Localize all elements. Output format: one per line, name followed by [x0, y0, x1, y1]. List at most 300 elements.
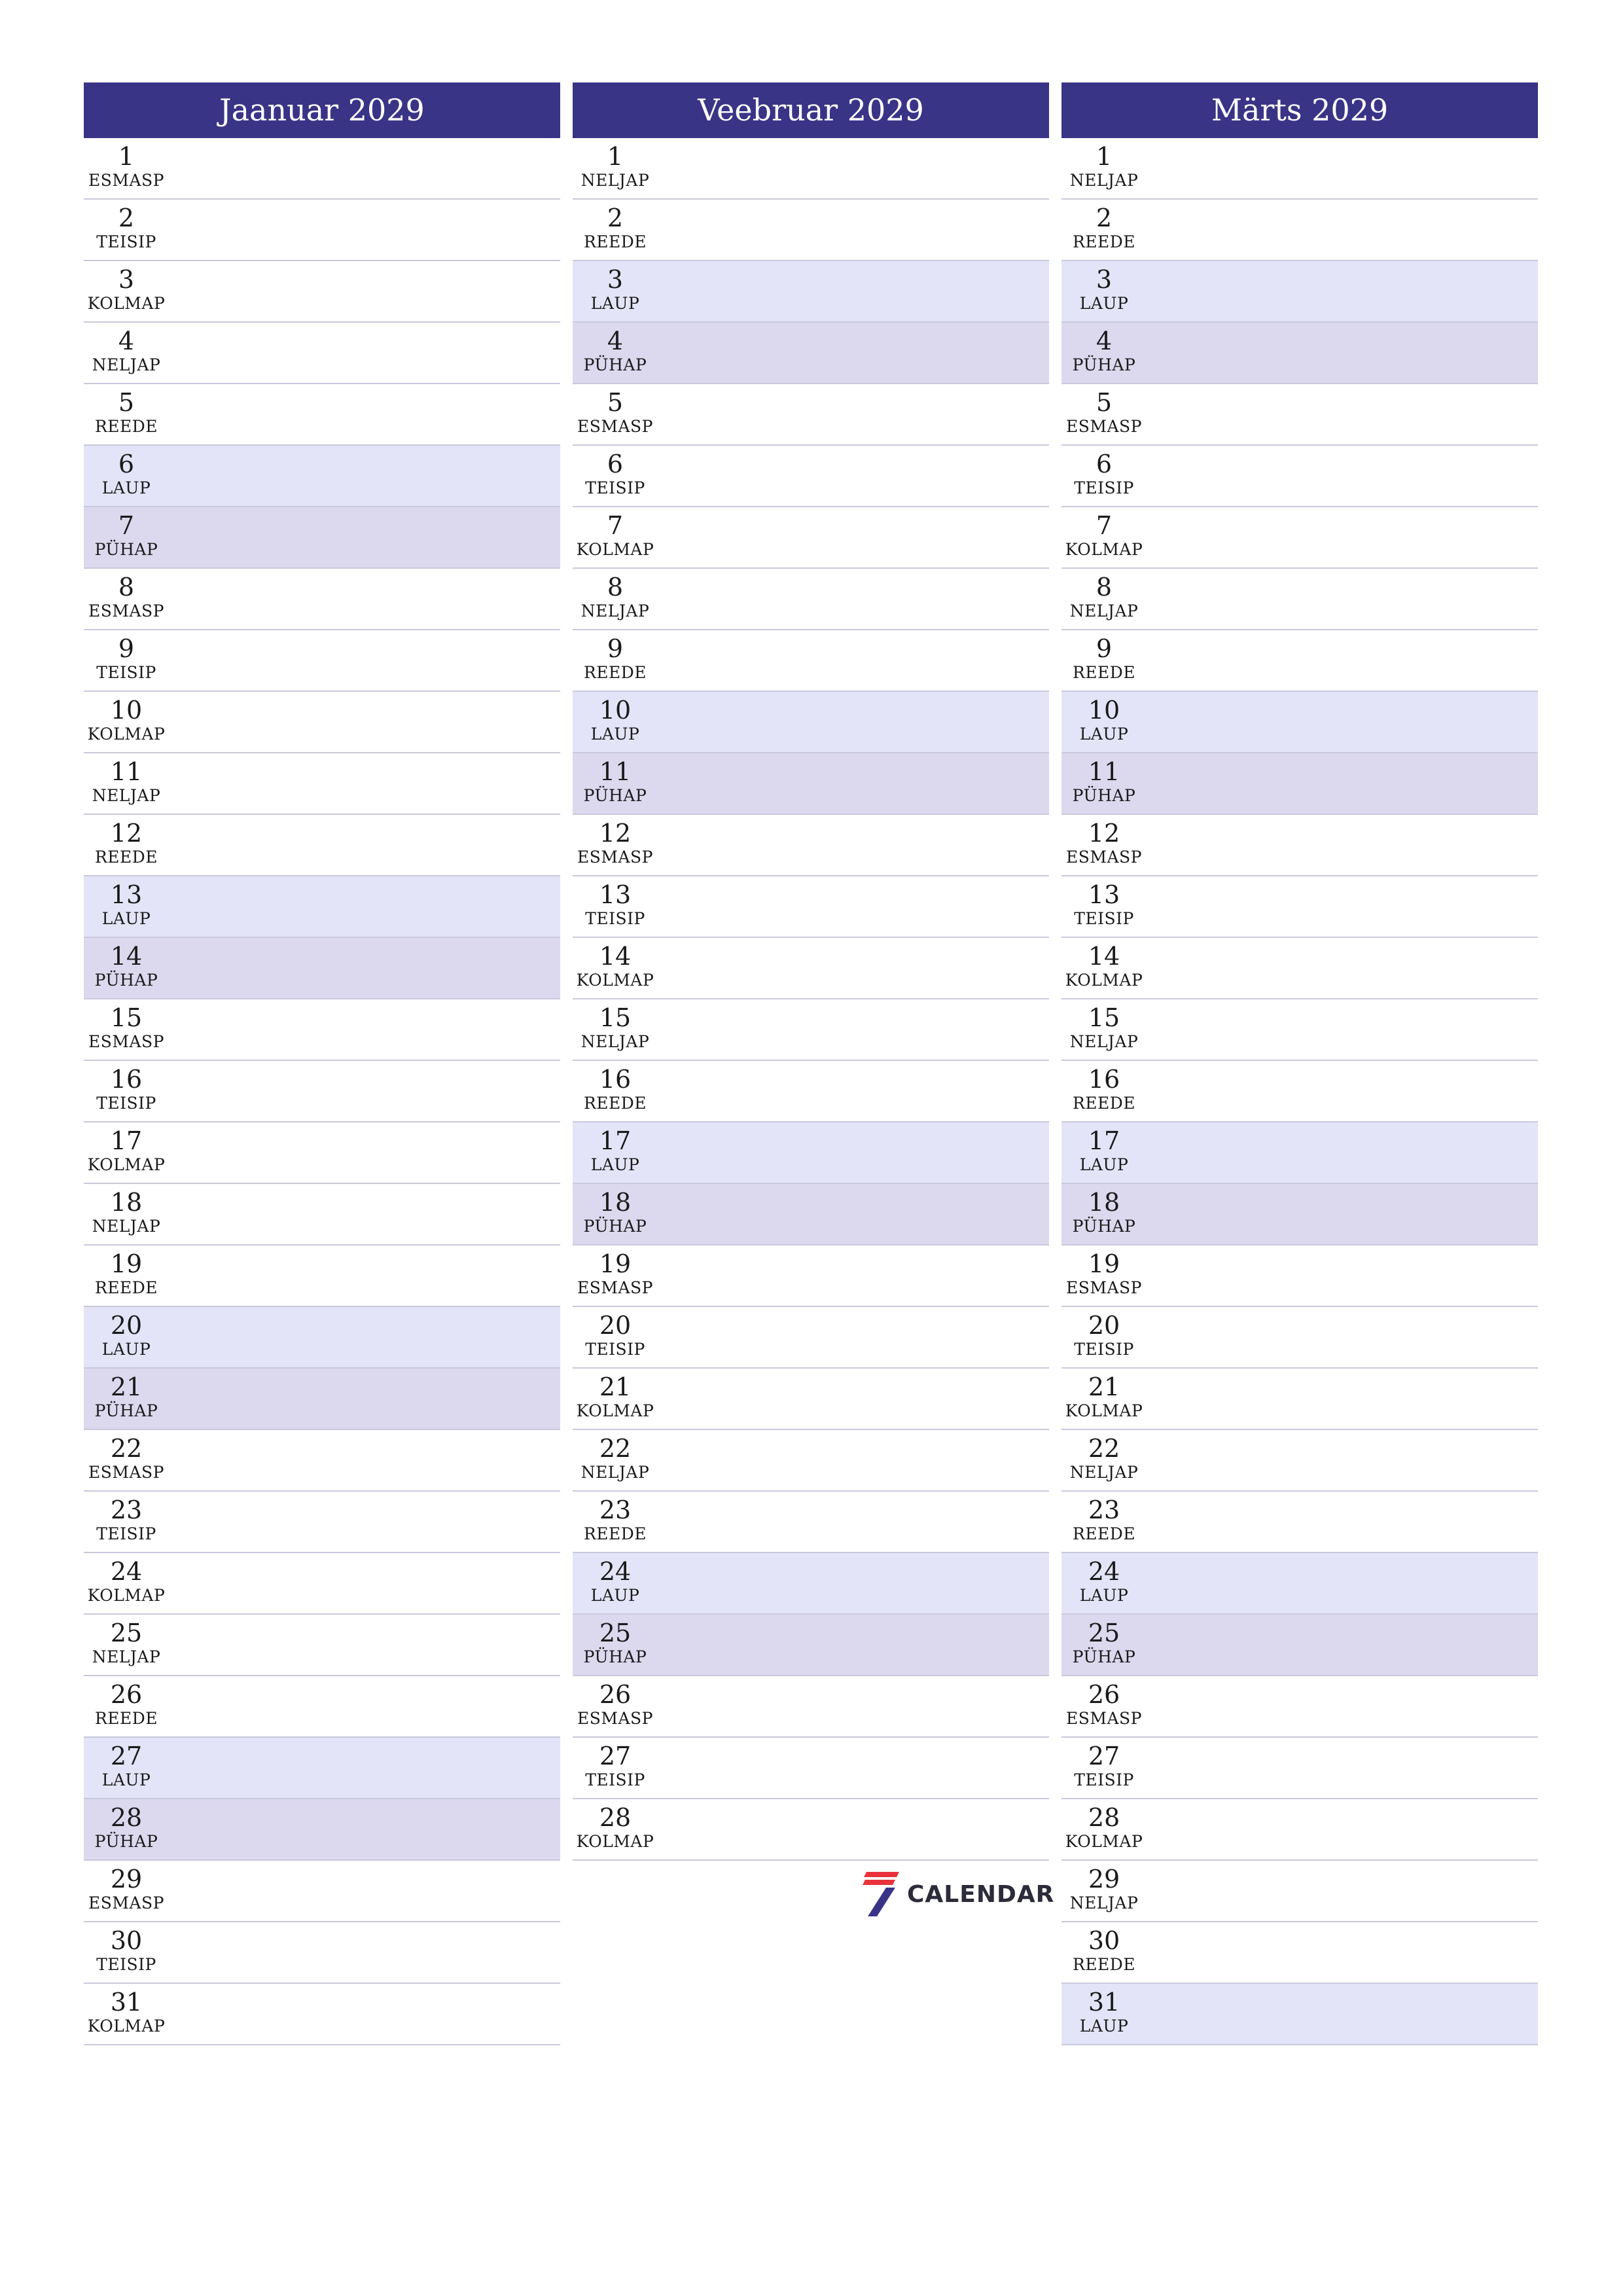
day-cell [84, 1861, 169, 1913]
month-title: Jaanuar 2029 [84, 82, 560, 138]
day-cell [573, 1676, 658, 1729]
day-cell [573, 815, 658, 867]
weekday-label: TEISIP [96, 663, 156, 682]
day-number: 17 [110, 1126, 143, 1155]
weekday-label: LAUP [101, 909, 151, 928]
day-number: 27 [599, 1742, 632, 1770]
day-row[interactable] [573, 569, 1049, 630]
day-row[interactable] [84, 999, 560, 1061]
day-cell [84, 1307, 169, 1359]
day-cell [84, 1122, 169, 1175]
day-row[interactable] [573, 1430, 1049, 1492]
day-number: 13 [1088, 880, 1120, 909]
day-number: 1 [607, 142, 624, 171]
day-cell [84, 1553, 169, 1605]
weekday-label: NELJAP [1069, 1463, 1139, 1482]
weekday-label: PÜHAP [1072, 1647, 1136, 1666]
day-cell [84, 938, 169, 990]
day-row[interactable] [84, 1430, 560, 1492]
day-row[interactable] [573, 938, 1049, 999]
day-row[interactable] [84, 1246, 560, 1307]
day-row[interactable] [84, 1676, 560, 1738]
day-row[interactable] [1061, 1061, 1538, 1122]
day-row[interactable] [84, 1738, 560, 1799]
weekday-label: PÜHAP [583, 355, 647, 374]
weekday-label: PÜHAP [94, 1401, 158, 1420]
day-number: 21 [110, 1372, 143, 1401]
day-cell [1061, 876, 1147, 929]
day-cell [84, 446, 169, 498]
day-cell [573, 692, 658, 744]
day-row[interactable] [1061, 200, 1538, 261]
day-row[interactable] [1061, 138, 1538, 200]
day-number: 28 [599, 1803, 632, 1832]
day-row[interactable] [1061, 569, 1538, 630]
day-number: 16 [1088, 1065, 1120, 1094]
day-cell [573, 569, 658, 621]
day-cell [1061, 1861, 1147, 1913]
day-row[interactable] [573, 1246, 1049, 1307]
weekday-label: REEDE [1072, 663, 1136, 682]
day-cell [84, 1061, 169, 1113]
day-cell [573, 1369, 658, 1421]
day-row[interactable] [84, 1061, 560, 1122]
day-row[interactable] [573, 999, 1049, 1061]
day-number: 17 [1088, 1126, 1120, 1155]
day-row[interactable] [573, 815, 1049, 876]
day-cell [1061, 323, 1147, 375]
weekday-label: KOLMAP [576, 971, 654, 990]
day-number: 19 [599, 1249, 632, 1278]
day-row[interactable] [573, 1799, 1049, 1861]
day-row[interactable] [1061, 630, 1538, 692]
day-row[interactable] [84, 1184, 560, 1246]
day-row[interactable] [84, 1122, 560, 1184]
day-row[interactable] [1061, 1861, 1538, 1922]
day-cell [573, 1061, 658, 1113]
day-row[interactable] [1061, 1676, 1538, 1738]
day-number: 16 [110, 1065, 143, 1094]
weekday-label: TEISIP [1074, 1770, 1134, 1789]
day-number: 20 [1088, 1311, 1120, 1340]
weekday-label: LAUP [1079, 1155, 1129, 1174]
day-row[interactable] [1061, 323, 1538, 384]
day-number: 14 [110, 942, 143, 971]
weekday-label: REEDE [583, 1094, 647, 1113]
day-number: 5 [607, 388, 624, 417]
day-number: 5 [1096, 388, 1113, 417]
day-number: 14 [599, 942, 632, 971]
day-number: 21 [599, 1372, 632, 1401]
day-cell [1061, 1492, 1147, 1544]
day-cell [84, 1676, 169, 1729]
day-number: 4 [118, 327, 135, 355]
day-row[interactable] [1061, 261, 1538, 323]
day-row[interactable] [573, 630, 1049, 692]
weekday-label: PÜHAP [583, 1647, 647, 1666]
day-cell [573, 753, 658, 806]
day-row[interactable] [84, 876, 560, 938]
day-row[interactable] [1061, 1984, 1538, 2045]
day-cell [1061, 569, 1147, 621]
weekday-label: NELJAP [580, 601, 650, 620]
weekday-label: NELJAP [1069, 601, 1139, 620]
day-row[interactable] [573, 1369, 1049, 1430]
weekday-label: ESMASP [577, 417, 653, 436]
day-number: 2 [118, 204, 135, 232]
weekday-label: LAUP [1079, 294, 1129, 313]
day-number: 26 [110, 1680, 143, 1709]
day-cell [1061, 138, 1147, 190]
weekday-label: ESMASP [88, 171, 164, 190]
day-row[interactable] [1061, 384, 1538, 446]
weekday-label: LAUP [590, 1586, 640, 1605]
day-row[interactable] [573, 384, 1049, 446]
day-cell [1061, 630, 1147, 683]
day-row[interactable] [84, 1369, 560, 1430]
day-number: 22 [599, 1434, 632, 1463]
day-row[interactable] [84, 1307, 560, 1369]
day-row[interactable] [84, 138, 560, 200]
weekday-label: NELJAP [92, 1647, 161, 1666]
weekday-label: REEDE [94, 848, 158, 867]
day-row[interactable] [1061, 1122, 1538, 1184]
day-cell [1061, 200, 1147, 252]
day-number: 23 [110, 1496, 143, 1524]
weekday-label: PÜHAP [1072, 355, 1136, 374]
day-row[interactable] [573, 876, 1049, 938]
day-row[interactable] [84, 692, 560, 753]
day-cell [1061, 1369, 1147, 1421]
day-cell [573, 446, 658, 498]
day-cell [573, 938, 658, 990]
day-row[interactable] [573, 261, 1049, 323]
day-number: 4 [1096, 327, 1113, 355]
seven-calendar-logo-icon [863, 1871, 901, 1918]
day-row[interactable] [84, 1615, 560, 1676]
day-number: 24 [1088, 1557, 1120, 1586]
day-number: 10 [1088, 696, 1120, 725]
weekday-label: ESMASP [577, 1278, 653, 1297]
weekday-label: PÜHAP [94, 1832, 158, 1851]
day-row[interactable] [573, 1676, 1049, 1738]
day-number: 17 [599, 1126, 632, 1155]
day-number: 19 [1088, 1249, 1120, 1278]
day-number: 15 [110, 1003, 143, 1032]
day-number: 8 [118, 573, 135, 601]
weekday-label: LAUP [1079, 1586, 1129, 1605]
weekday-label: ESMASP [1066, 1709, 1142, 1728]
day-number: 3 [607, 265, 624, 294]
weekday-label: ESMASP [88, 1893, 164, 1912]
day-row[interactable] [84, 1553, 560, 1615]
day-number: 29 [1088, 1865, 1120, 1893]
day-number: 2 [607, 204, 624, 232]
day-cell [84, 876, 169, 929]
day-row[interactable] [573, 507, 1049, 569]
day-row[interactable] [1061, 507, 1538, 569]
weekday-label: KOLMAP [576, 1832, 654, 1851]
day-number: 18 [1088, 1188, 1120, 1217]
day-number: 10 [110, 696, 143, 725]
day-cell [84, 384, 169, 437]
day-cell [84, 1430, 169, 1482]
weekday-label: REEDE [1072, 1524, 1136, 1543]
day-number: 7 [1096, 511, 1113, 540]
weekday-label: LAUP [101, 478, 151, 497]
day-number: 30 [1088, 1926, 1120, 1955]
weekday-label: NELJAP [580, 171, 650, 190]
weekday-label: LAUP [590, 1155, 640, 1174]
day-number: 13 [599, 880, 632, 909]
weekday-label: PÜHAP [583, 786, 647, 805]
weekday-label: ESMASP [577, 1709, 653, 1728]
weekday-label: KOLMAP [87, 1155, 166, 1174]
day-cell [1061, 1430, 1147, 1482]
day-row[interactable] [84, 1984, 560, 2045]
day-number: 23 [599, 1496, 632, 1524]
weekday-label: KOLMAP [576, 540, 654, 559]
day-cell [1061, 1799, 1147, 1852]
day-number: 5 [118, 388, 135, 417]
day-number: 3 [118, 265, 135, 294]
day-cell [573, 507, 658, 560]
day-number: 6 [607, 450, 624, 478]
day-number: 15 [599, 1003, 632, 1032]
day-cell [1061, 1061, 1147, 1113]
day-row[interactable] [84, 200, 560, 261]
day-cell [1061, 1307, 1147, 1359]
day-number: 12 [110, 819, 143, 848]
day-cell [573, 999, 658, 1052]
day-cell [1061, 1676, 1147, 1729]
day-row[interactable] [1061, 1922, 1538, 1984]
day-number: 11 [110, 757, 143, 786]
weekday-label: LAUP [101, 1770, 151, 1789]
weekday-label: ESMASP [88, 601, 164, 620]
day-row[interactable] [1061, 1799, 1538, 1861]
day-cell [573, 876, 658, 929]
day-cell [573, 384, 658, 437]
day-cell [84, 200, 169, 252]
day-row[interactable] [84, 815, 560, 876]
day-row[interactable] [1061, 1553, 1538, 1615]
weekday-label: TEISIP [96, 232, 156, 251]
day-row[interactable] [573, 753, 1049, 815]
day-cell [573, 1738, 658, 1790]
day-cell [84, 753, 169, 806]
weekday-label: TEISIP [585, 478, 645, 497]
day-row[interactable] [573, 138, 1049, 200]
day-number: 25 [599, 1619, 632, 1647]
weekday-label: TEISIP [1074, 909, 1134, 928]
day-number: 20 [599, 1311, 632, 1340]
day-cell [84, 569, 169, 621]
weekday-label: KOLMAP [87, 1586, 166, 1605]
day-row[interactable] [84, 1922, 560, 1984]
day-row[interactable] [84, 630, 560, 692]
day-number: 24 [599, 1557, 632, 1586]
day-number: 18 [599, 1188, 632, 1217]
day-number: 11 [1088, 757, 1120, 786]
weekday-label: LAUP [590, 294, 640, 313]
weekday-label: PÜHAP [94, 971, 158, 990]
day-number: 7 [118, 511, 135, 540]
day-number: 20 [110, 1311, 143, 1340]
day-list [1061, 138, 1538, 2045]
day-row[interactable] [1061, 446, 1538, 507]
day-row[interactable] [573, 1307, 1049, 1369]
day-cell [1061, 1122, 1147, 1175]
day-number: 9 [118, 634, 135, 663]
day-number: 13 [110, 880, 143, 909]
weekday-label: PÜHAP [1072, 1217, 1136, 1236]
day-cell [84, 1984, 169, 2036]
weekday-label: KOLMAP [87, 2017, 166, 2036]
day-cell [573, 323, 658, 375]
day-cell [84, 1615, 169, 1667]
day-cell [84, 323, 169, 375]
weekday-label: PÜHAP [1072, 786, 1136, 805]
day-cell [84, 1184, 169, 1236]
day-list [573, 138, 1049, 1861]
month-february [573, 82, 1049, 2045]
day-row[interactable] [573, 1553, 1049, 1615]
day-number: 30 [110, 1926, 143, 1955]
day-row[interactable] [573, 1122, 1049, 1184]
day-row[interactable] [573, 1738, 1049, 1799]
day-row[interactable] [84, 446, 560, 507]
day-cell [573, 1246, 658, 1298]
day-cell [84, 692, 169, 744]
day-cell [84, 630, 169, 683]
day-cell [84, 1492, 169, 1544]
day-cell [1061, 1553, 1147, 1605]
day-row[interactable] [573, 200, 1049, 261]
day-row[interactable] [1061, 815, 1538, 876]
weekday-label: ESMASP [88, 1032, 164, 1051]
weekday-label: REEDE [583, 1524, 647, 1543]
day-row[interactable] [1061, 1430, 1538, 1492]
brand-logo [863, 1871, 1054, 1918]
day-cell [84, 1922, 169, 1975]
day-row[interactable] [1061, 1246, 1538, 1307]
day-cell [84, 1799, 169, 1852]
day-number: 8 [607, 573, 624, 601]
day-cell [1061, 1922, 1147, 1975]
day-number: 25 [1088, 1619, 1120, 1647]
day-cell [573, 1799, 658, 1852]
day-row[interactable] [573, 1615, 1049, 1676]
day-cell [84, 261, 169, 314]
day-row[interactable] [1061, 692, 1538, 753]
day-row[interactable] [1061, 876, 1538, 938]
day-row[interactable] [84, 569, 560, 630]
weekday-label: NELJAP [1069, 1032, 1139, 1051]
day-row[interactable] [1061, 938, 1538, 999]
day-row[interactable] [84, 1492, 560, 1553]
day-cell [1061, 1246, 1147, 1298]
day-row[interactable] [573, 1492, 1049, 1553]
weekday-label: TEISIP [585, 1770, 645, 1789]
day-row[interactable] [84, 507, 560, 569]
weekday-label: ESMASP [1066, 1278, 1142, 1297]
day-number: 31 [1088, 1988, 1120, 2017]
day-row[interactable] [1061, 1738, 1538, 1799]
day-row[interactable] [1061, 999, 1538, 1061]
day-row[interactable] [1061, 1369, 1538, 1430]
day-row[interactable] [1061, 1307, 1538, 1369]
weekday-label: LAUP [101, 1340, 151, 1359]
day-cell [84, 815, 169, 867]
day-number: 14 [1088, 942, 1120, 971]
weekday-label: TEISIP [585, 909, 645, 928]
day-cell [84, 507, 169, 560]
day-cell [1061, 938, 1147, 990]
day-cell [573, 1430, 658, 1482]
day-row[interactable] [573, 446, 1049, 507]
day-cell [1061, 1615, 1147, 1667]
day-row[interactable] [84, 1799, 560, 1861]
weekday-label: KOLMAP [1065, 1401, 1143, 1420]
day-cell [1061, 1184, 1147, 1236]
day-row[interactable] [1061, 753, 1538, 815]
day-row[interactable] [573, 1184, 1049, 1246]
weekday-label: TEISIP [1074, 1340, 1134, 1359]
day-row[interactable] [84, 384, 560, 446]
day-cell [1061, 1738, 1147, 1790]
day-number: 9 [607, 634, 624, 663]
weekday-label: NELJAP [92, 786, 161, 805]
weekday-label: PÜHAP [583, 1217, 647, 1236]
day-row[interactable] [1061, 1615, 1538, 1676]
day-cell [84, 1246, 169, 1298]
day-number: 16 [599, 1065, 632, 1094]
weekday-label: KOLMAP [87, 294, 166, 313]
weekday-label: REEDE [94, 417, 158, 436]
weekday-label: NELJAP [580, 1032, 650, 1051]
weekday-label: LAUP [590, 725, 640, 744]
day-row[interactable] [84, 938, 560, 999]
day-cell [1061, 446, 1147, 498]
day-number: 12 [1088, 819, 1120, 848]
weekday-label: ESMASP [1066, 848, 1142, 867]
day-cell [84, 1369, 169, 1421]
day-row[interactable] [1061, 1492, 1538, 1553]
day-number: 7 [607, 511, 624, 540]
day-cell [1061, 384, 1147, 437]
day-row[interactable] [84, 1861, 560, 1922]
day-cell [573, 261, 658, 314]
day-row[interactable] [84, 323, 560, 384]
day-number: 11 [599, 757, 632, 786]
month-title: Veebruar 2029 [573, 82, 1049, 138]
day-row[interactable] [573, 1061, 1049, 1122]
day-row[interactable] [84, 261, 560, 323]
weekday-label: REEDE [94, 1278, 158, 1297]
day-cell [84, 138, 169, 190]
weekday-label: LAUP [1079, 2017, 1129, 2036]
day-row[interactable] [1061, 1184, 1538, 1246]
day-number: 9 [1096, 634, 1113, 663]
day-row[interactable] [84, 753, 560, 815]
weekday-label: REEDE [1072, 1955, 1136, 1974]
day-number: 15 [1088, 1003, 1120, 1032]
weekday-label: REEDE [1072, 1094, 1136, 1113]
day-row[interactable] [573, 692, 1049, 753]
day-row[interactable] [573, 323, 1049, 384]
weekday-label: KOLMAP [576, 1401, 654, 1420]
